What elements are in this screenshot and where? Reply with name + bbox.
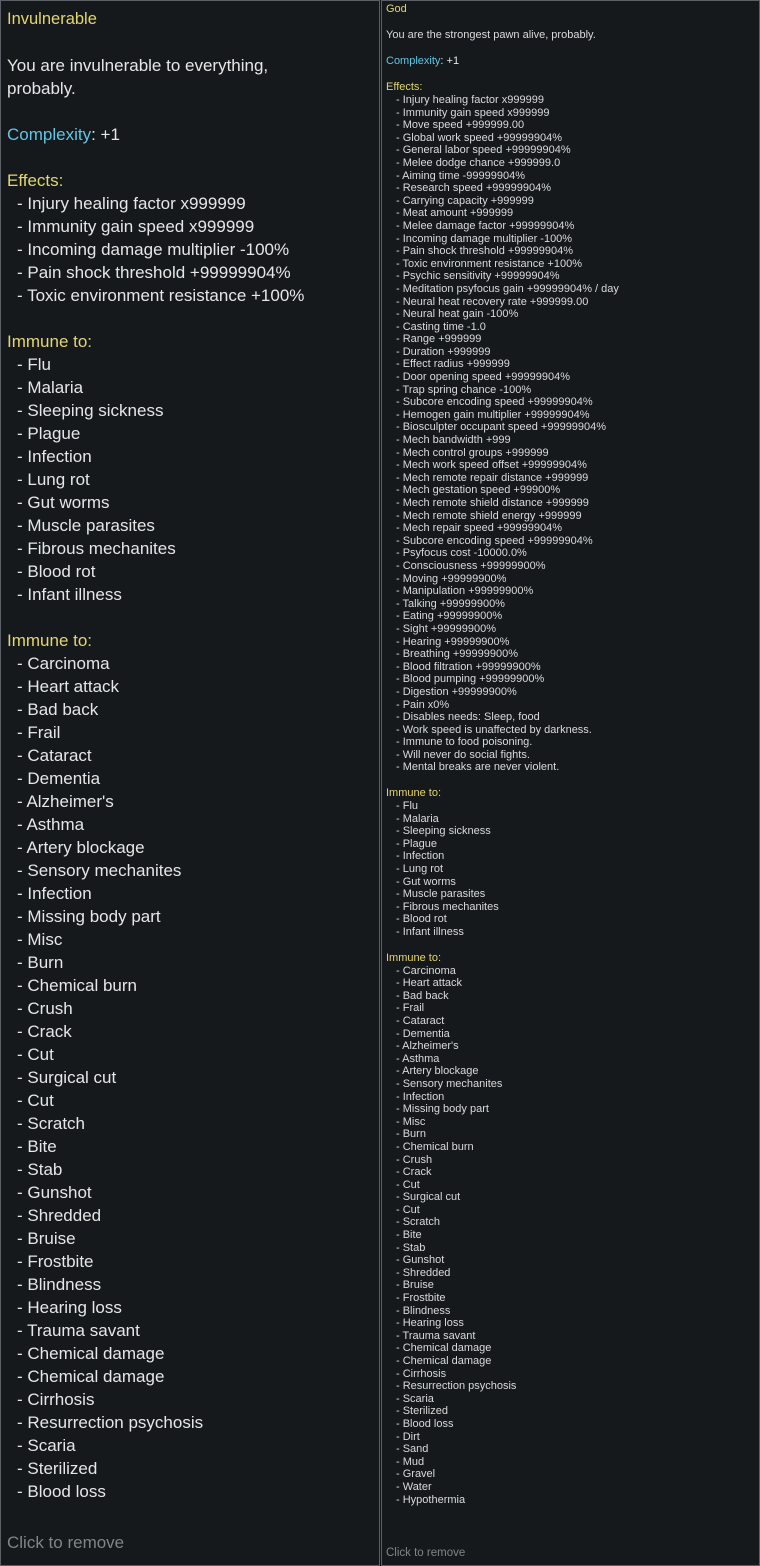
- list-item: - Cut: [396, 1178, 420, 1191]
- list-item: - Lung rot: [396, 863, 444, 876]
- list-item: - Crack: [396, 1166, 432, 1179]
- effects-list: [7, 192, 379, 307]
- list-item: - Blindness: [396, 1304, 451, 1317]
- list-item: - Surgical cut: [17, 1068, 117, 1087]
- list-item: - Chemical burn: [17, 976, 137, 995]
- list-item: - Mech remote shield distance +999999: [396, 497, 589, 509]
- list-item: - Mech remote repair distance +999999: [396, 471, 589, 484]
- effects-list: [386, 94, 759, 774]
- list-item: - Digestion +99999900%: [396, 685, 517, 698]
- list-item: - Dirt: [396, 1430, 420, 1443]
- list-item: - Will never do social fights.: [396, 748, 530, 761]
- list-item: - Door opening speed +99999904%: [396, 371, 570, 384]
- list-item: - Mech work speed offset +99999904%: [396, 459, 587, 472]
- list-item: - Biosculpter occupant speed +99999904%: [396, 421, 607, 434]
- list-item: - Cut: [17, 1045, 54, 1064]
- list-item: - Fibrous mechanites: [17, 539, 176, 558]
- list-item: - Mech remote shield energy +999999: [396, 509, 582, 522]
- list-item: - Cataract: [396, 1014, 445, 1027]
- list-item: - Sterilized: [17, 1459, 98, 1478]
- list-item: - Burn: [17, 953, 64, 972]
- list-item: - Hearing loss: [396, 1317, 464, 1330]
- list-item: - Cirrhosis: [17, 1390, 95, 1409]
- list-item: - Muscle parasites: [396, 888, 486, 901]
- list-item: - Psychic sensitivity +99999904%: [396, 270, 560, 283]
- immune-list: [7, 652, 379, 1503]
- list-item: - Cut: [396, 1203, 420, 1216]
- list-item: - Carrying capacity +999999: [396, 194, 534, 207]
- list-item: - Sleeping sickness: [396, 825, 491, 838]
- list-item: - Subcore encoding speed +99999904%: [396, 396, 593, 409]
- list-item: - Immunity gain speed x999999: [396, 106, 550, 119]
- list-item: - Frostbite: [17, 1252, 94, 1271]
- list-item: - Mech bandwidth +999: [396, 434, 511, 447]
- immune-list: [7, 353, 379, 606]
- list-item: - Incoming damage multiplier -100%: [396, 232, 573, 245]
- list-item: - Infection: [396, 1090, 445, 1103]
- list-item: - Research speed +99999904%: [396, 182, 552, 195]
- list-item: - Meditation psyfocus gain +99999904% / day: [396, 282, 619, 295]
- complexity-label: Complexity: [7, 125, 92, 144]
- list-item: - Blood loss: [396, 1417, 454, 1430]
- list-item: - Injury healing factor x999999: [396, 94, 544, 106]
- complexity-value: : +1: [440, 55, 460, 67]
- list-item: - Trauma savant: [396, 1329, 476, 1342]
- immune-header: Immune to:: [386, 787, 442, 800]
- tooltip-description: You are invulnerable to everything, probably.: [7, 56, 269, 98]
- effects-header: Effects:: [386, 81, 423, 93]
- list-item: - Neural heat recovery rate +999999.00: [396, 295, 589, 308]
- list-item: - Immunity gain speed x999999: [17, 217, 255, 236]
- list-item: - Asthma: [17, 815, 85, 834]
- list-item: - Sight +99999900%: [396, 622, 496, 635]
- list-item: - Hearing loss: [17, 1298, 122, 1317]
- list-item: - Hearing +99999900%: [396, 635, 510, 648]
- list-item: - Blood rot: [396, 913, 447, 926]
- list-item: - Lung rot: [17, 470, 90, 489]
- list-item: - Frail: [17, 723, 61, 742]
- list-item: - Scratch: [396, 1216, 441, 1229]
- list-item: - Pain x0%: [396, 698, 450, 711]
- list-item: - Malaria: [17, 378, 84, 397]
- immune-list: [386, 800, 759, 939]
- list-item: - Work speed is unaffected by darkness.: [396, 723, 592, 736]
- list-item: - Infant illness: [396, 926, 464, 938]
- list-item: - Chemical damage: [396, 1355, 492, 1367]
- list-item: - Sleeping sickness: [17, 401, 164, 420]
- immune-conditions-section: [7, 629, 379, 1503]
- list-item: - Artery blockage: [396, 1065, 479, 1078]
- list-item: - Plague: [17, 424, 81, 443]
- list-item: - Gunshot: [396, 1254, 445, 1267]
- list-item: - Carcinoma: [17, 654, 110, 673]
- effects-section: [386, 81, 759, 774]
- list-item: - Burn: [396, 1128, 426, 1141]
- list-item: - Water: [396, 1480, 432, 1493]
- tooltip-description: You are the strongest pawn alive, probably.: [386, 29, 596, 41]
- list-item: - Move speed +999999.00: [396, 119, 525, 132]
- immune-diseases-section: [386, 787, 759, 939]
- list-item: - Blindness: [17, 1275, 102, 1294]
- immune-header: Immune to:: [7, 332, 93, 351]
- list-item: - Dementia: [396, 1027, 450, 1040]
- list-item: - Bite: [17, 1137, 57, 1156]
- list-item: - Blood rot: [17, 562, 96, 581]
- list-item: - Gunshot: [17, 1183, 92, 1202]
- list-item: - Infection: [396, 850, 445, 863]
- list-item: - Misc: [17, 930, 63, 949]
- list-item: - Surgical cut: [396, 1191, 461, 1204]
- list-item: - Gut worms: [396, 875, 456, 888]
- complexity-line: [386, 55, 759, 68]
- list-item: - Plague: [396, 837, 437, 850]
- list-item: - Subcore encoding speed +99999904%: [396, 534, 593, 547]
- list-item: - Sterilized: [396, 1405, 448, 1418]
- list-item: - Effect radius +999999: [396, 358, 510, 371]
- tooltip-title: Invulnerable: [7, 10, 97, 28]
- list-item: - Gut worms: [17, 493, 110, 512]
- list-item: - Missing body part: [17, 907, 161, 926]
- list-item: - Chemical damage: [17, 1367, 165, 1386]
- list-item: - Misc: [396, 1115, 426, 1128]
- effects-section: [7, 169, 379, 307]
- list-item: - Bruise: [17, 1229, 76, 1248]
- list-item: - Sensory mechanites: [396, 1077, 503, 1090]
- list-item: - Talking +99999900%: [396, 597, 505, 610]
- list-item: - Bad back: [396, 989, 449, 1002]
- list-item: - Crack: [17, 1022, 72, 1041]
- list-item: - Global work speed +99999904%: [396, 131, 563, 144]
- list-item: - Frostbite: [396, 1292, 446, 1305]
- list-item: - Asthma: [396, 1052, 440, 1065]
- list-item: - Bad back: [17, 700, 99, 719]
- list-item: - Cataract: [17, 746, 92, 765]
- list-item: - Incoming damage multiplier -100%: [17, 240, 290, 259]
- list-item: - Shredded: [396, 1266, 451, 1279]
- list-item: - Blood pumping +99999900%: [396, 673, 545, 686]
- list-item: - Scaria: [17, 1436, 76, 1455]
- list-item: - Melee damage factor +99999904%: [396, 219, 575, 232]
- list-item: - Blood loss: [17, 1482, 106, 1501]
- list-item: - Consciousness +99999900%: [396, 559, 546, 572]
- list-item: - Trap spring chance -100%: [396, 383, 532, 396]
- list-item: - Trauma savant: [17, 1321, 140, 1340]
- list-item: - Bruise: [396, 1279, 434, 1292]
- list-item: - Bite: [396, 1229, 422, 1242]
- list-item: - Frail: [396, 1002, 425, 1015]
- list-item: - Pain shock threshold +99999904%: [17, 263, 291, 282]
- list-item: - Mech gestation speed +99900%: [396, 484, 561, 497]
- complexity-line: [7, 123, 379, 146]
- list-item: - Resurrection psychosis: [396, 1380, 517, 1393]
- effects-header: Effects:: [7, 171, 64, 190]
- list-item: - Mech control groups +999999: [396, 446, 549, 459]
- list-item: - Crush: [396, 1153, 433, 1166]
- list-item: - Dementia: [17, 769, 101, 788]
- list-item: - Stab: [17, 1160, 63, 1179]
- list-item: - Mud: [396, 1455, 425, 1468]
- click-to-remove-hint: Click to remove: [7, 1533, 125, 1552]
- list-item: - Toxic environment resistance +100%: [17, 286, 305, 305]
- list-item: - Chemical damage: [17, 1344, 165, 1363]
- list-item: - Disables needs: Sleep, food: [396, 711, 540, 724]
- list-item: - Infection: [17, 447, 92, 466]
- list-item: - Toxic environment resistance +100%: [396, 257, 582, 270]
- immune-conditions-section: [386, 952, 759, 1507]
- list-item: - Infant illness: [17, 585, 122, 604]
- complexity-value: : +1: [91, 125, 120, 144]
- list-item: - Injury healing factor x999999: [17, 194, 246, 213]
- list-item: - Sensory mechanites: [17, 861, 182, 880]
- list-item: - Meat amount +999999: [396, 207, 514, 220]
- list-item: - Muscle parasites: [17, 516, 155, 535]
- list-item: - Sand: [396, 1443, 429, 1456]
- list-item: - Gravel: [396, 1468, 436, 1481]
- list-item: - Scaria: [396, 1392, 434, 1405]
- immune-diseases-section: [7, 330, 379, 606]
- list-item: - Psyfocus cost -10000.0%: [396, 547, 527, 560]
- list-item: - Manipulation +99999900%: [396, 585, 534, 598]
- list-item: - Artery blockage: [17, 838, 145, 857]
- click-to-remove-hint: Click to remove: [386, 1547, 466, 1559]
- list-item: - Chemical burn: [396, 1140, 474, 1153]
- list-item: - Hemogen gain multiplier +99999904%: [396, 408, 590, 421]
- complexity-label: Complexity: [386, 55, 441, 67]
- list-item: - Melee dodge chance +999999.0: [396, 156, 561, 169]
- list-item: - Scratch: [17, 1114, 86, 1133]
- list-item: - Neural heat gain -100%: [396, 308, 519, 321]
- list-item: - Infection: [17, 884, 92, 903]
- list-item: - Blood filtration +99999900%: [396, 660, 541, 673]
- immune-list: [386, 965, 759, 1507]
- immune-header: Immune to:: [386, 951, 442, 964]
- list-item: - Missing body part: [396, 1103, 489, 1116]
- list-item: - Resurrection psychosis: [17, 1413, 204, 1432]
- immune-header: Immune to:: [7, 631, 93, 650]
- list-item: - Cut: [17, 1091, 54, 1110]
- list-item: - Mech repair speed +99999904%: [396, 522, 563, 535]
- list-item: - Fibrous mechanites: [396, 900, 499, 913]
- list-item: - Malaria: [396, 812, 439, 825]
- list-item: - Breathing +99999900%: [396, 648, 519, 661]
- list-item: - Immune to food poisoning.: [396, 736, 533, 749]
- list-item: - Stab: [396, 1241, 426, 1254]
- list-item: - Flu: [17, 355, 51, 374]
- list-item: - Mental breaks are never violent.: [396, 761, 560, 774]
- list-item: - Shredded: [17, 1206, 102, 1225]
- list-item: - General labor speed +99999904%: [396, 144, 571, 157]
- list-item: - Hypothermia: [396, 1493, 466, 1506]
- list-item: - Casting time -1.0: [396, 320, 486, 333]
- list-item: - Crush: [17, 999, 73, 1018]
- list-item: - Heart attack: [17, 677, 120, 696]
- list-item: - Aiming time -99999904%: [396, 169, 526, 182]
- list-item: - Flu: [396, 800, 418, 813]
- list-item: - Duration +999999: [396, 345, 491, 358]
- list-item: - Chemical damage: [396, 1342, 492, 1355]
- list-item: - Cirrhosis: [396, 1367, 447, 1380]
- tooltip-title: God: [386, 3, 407, 15]
- list-item: - Alzheimer's: [17, 792, 114, 811]
- list-item: - Heart attack: [396, 977, 463, 990]
- god-tooltip-panel[interactable]: [381, 0, 760, 1566]
- list-item: - Eating +99999900%: [396, 610, 503, 623]
- list-item: - Alzheimer's: [396, 1040, 459, 1053]
- list-item: - Moving +99999900%: [396, 572, 507, 585]
- list-item: - Carcinoma: [396, 964, 456, 977]
- list-item: - Pain shock threshold +99999904%: [396, 245, 574, 258]
- list-item: - Range +999999: [396, 333, 482, 346]
